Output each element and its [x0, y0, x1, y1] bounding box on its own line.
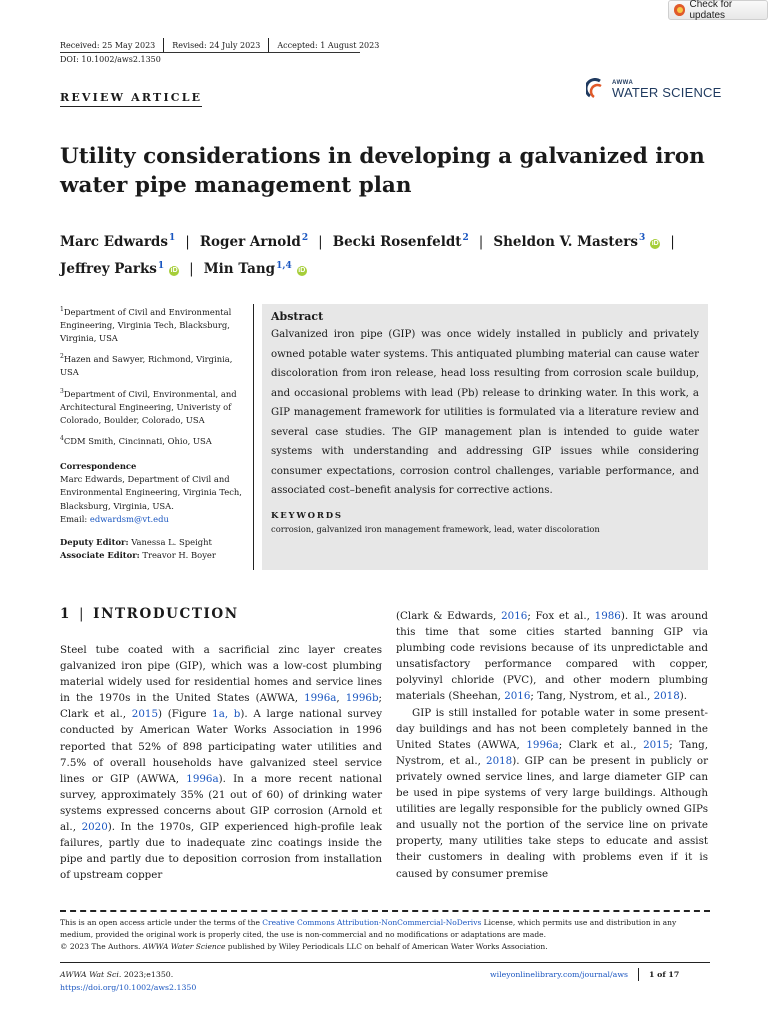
article-type: REVIEW ARTICLE	[60, 91, 202, 107]
check-for-updates-label: Check for updates	[689, 0, 733, 21]
license-link[interactable]: Creative Commons Attribution-NonCommercial-NoDerivs	[262, 918, 482, 927]
correspondence-text: Marc Edwards, Department of Civil and Environmental Engineering, Virginia Tech, Blacksburg, Virginia, USA. Email: edwardsm@vt.edu	[60, 474, 242, 524]
doi: DOI: 10.1002/aws2.1350	[60, 55, 161, 64]
citation-link[interactable]: 2018	[653, 690, 680, 703]
footer-citation: AWWA Wat Sci. 2023;e1350. https://doi.org/10.1002/aws2.1350	[60, 970, 197, 992]
logo-big-text: WATER SCIENCE	[612, 84, 722, 100]
citation-link[interactable]: 2016	[504, 690, 531, 703]
footer-right	[490, 968, 679, 981]
water-drop-logo-icon	[586, 78, 608, 100]
divider	[638, 968, 639, 981]
orcid-icon[interactable]: iD	[651, 239, 659, 247]
editors: Deputy Editor: Vanessa L. Speight Associate Editor: Treavor H. Boyer	[60, 537, 216, 561]
citation-link[interactable]: 1a, b	[212, 708, 241, 721]
author-name[interactable]: Jeffrey Parks$^1$	[60, 260, 165, 277]
citation-link[interactable]: 1996a	[526, 738, 559, 751]
paragraph: Steel tube coated with a sacrificial zinc layer creates galvanized iron pipe (GIP), which was a low-cost plumbing material widely used for residential homes and service lines in the 1970s in the United States (AWWA, 1996a, 1996b; Clark et al., 2015) (Figure 1a, b). A large national survey conducted by American Water Works Association in 1996 reported that 52% of 898 participating water utilities and 7.5% of overall households have galvanized steel service lines or GIP (AWWA, 1996a). In a more recent national survey, approximately 35% (21 out of 60) of drinking water systems expressed concerns about GIP corrosion (Arnold et al., 2020). In the 1970s, GIP experienced high-profile leak failures, partly due to inadequate zinc coatings inside the pipe and partly due to deposition corrosion from installation of upstream copper	[60, 644, 383, 882]
citation-link[interactable]: 2015	[643, 738, 670, 751]
abstract-box	[262, 304, 708, 570]
keywords: corrosion, galvanized iron management framework, lead, water discoloration	[271, 523, 600, 534]
author-list: Marc Edwards$^1$ | Roger Arnold$^2$ | Becki Rosenfeldt$^2$ | Sheldon V. Masters$^3$ iD | Jeffrey Parks$^1$ iD | Min Tang$^{1,4}$ iD	[60, 233, 675, 277]
license-divider	[60, 910, 710, 912]
citation-link[interactable]: 1996b	[345, 692, 379, 705]
accepted-date: Accepted: 1 August 2023	[277, 40, 380, 50]
citation-link[interactable]: 2016	[501, 610, 528, 622]
divider	[163, 38, 164, 52]
citation-link[interactable]: 1996a	[186, 772, 219, 785]
journal-logo	[586, 78, 722, 100]
citation-link[interactable]: 2018	[486, 754, 513, 767]
orcid-icon[interactable]: iD	[298, 267, 306, 274]
section-heading: 1 | INTRODUCTION	[60, 606, 239, 622]
crossmark-icon	[674, 4, 685, 16]
footer-rule	[60, 962, 710, 963]
orcid-icon[interactable]: iD	[170, 267, 178, 274]
affiliations-panel	[60, 303, 248, 562]
divider	[268, 38, 269, 52]
page-number: 1 of 17	[649, 970, 680, 979]
received-date: Received: 25 May 2023	[60, 40, 156, 50]
citation-link[interactable]: 2020	[81, 821, 108, 834]
author-name[interactable]: Roger Arnold$^2$	[199, 233, 309, 250]
body-column-left	[60, 642, 382, 883]
check-for-updates-button[interactable]	[668, 0, 768, 20]
license-notice: This is an open access article under the terms of the Creative Commons Attribution-NonCommercial-NoDerivs License, which permits use and distribution in any medium, provided the original work is properly cited, the use is non-commercial and no modifications or adaptations are made. © 2023 The Authors. AWWA Water Science published by Wiley Periodicals LLC on behalf of American Water Works Association.	[60, 918, 677, 951]
citation-link[interactable]: 1986	[594, 610, 621, 622]
citation-link[interactable]: 2015	[131, 708, 159, 721]
author-name[interactable]: Marc Edwards$^1$	[60, 233, 176, 250]
affiliation: $^3$Department of Civil, Environmental, and Architectural Engineering, Univeristy of Colorado, Boulder, Colorado, USA	[60, 387, 237, 425]
author-name[interactable]: Sheldon V. Masters$^3$	[493, 233, 646, 250]
journal-site-link[interactable]: wileyonlinelibrary.com/journal/aws	[490, 970, 629, 979]
abstract-heading: Abstract	[271, 310, 324, 323]
divider	[253, 304, 254, 570]
article-title: Utility considerations in developing a galvanized iron water pipe management plan	[60, 144, 705, 198]
affiliation: $^2$Hazen and Sawyer, Richmond, Virginia, USA	[60, 353, 233, 378]
affiliation: $^4$CDM Smith, Cincinnati, Ohio, USA	[60, 435, 212, 446]
correspondence-heading: Correspondence	[60, 461, 137, 472]
keywords-heading: KEYWORDS	[271, 510, 343, 521]
doi-link[interactable]: https://doi.org/10.1002/aws2.1350	[60, 983, 197, 992]
article-dates	[60, 38, 379, 52]
affiliation: $^1$Department of Civil and Environmental Engineering, Virginia Tech, Blacksburg, Virginia, USA	[60, 306, 232, 344]
abstract-text: Galvanized iron pipe (GIP) was once widely installed in publicly and privately owned potable water systems. This antiquated plumbing material can cause water discoloration from iron release, head loss resulting from corrosion scale buildup, and occasional problems with lead (Pb) release to drinking water. In this work, a GIP management framework for utilities is formulated via a literature review and several case studies. The GIP management plan is intended to guide water systems with understanding and addressing GIP issues while considering consumer expectations, corrosion control challenges, variable performance, and associated cost–benefit analysis for corrective actions.	[271, 329, 699, 496]
paragraph: (Clark & Edwards, 2016; Fox et al., 1986). It was around this time that some cities started banning GIP via plumbing code revisions because of its unpredictable and unsatisfactory performance compared with copper, polyvinyl chloride (PVC), and other modern plumbing materials (Sheehan, 2016; Tang, Nystrom, et al., 2018).	[396, 610, 709, 703]
author-name[interactable]: Min Tang$^{1,4}$	[203, 260, 292, 277]
author-name[interactable]: Becki Rosenfeldt$^2$	[332, 233, 469, 250]
email-link[interactable]: edwardsm@vt.edu	[89, 513, 169, 524]
body-column-right	[396, 608, 708, 882]
header-rule	[60, 52, 360, 53]
logo-small-text: AWWA	[612, 79, 634, 86]
revised-date: Revised: 24 July 2023	[172, 40, 261, 50]
paragraph: GIP is still installed for potable water in some present-day buildings and has not been completely banned in the United States (AWWA, 1996a; Clark et al., 2015; Tang, Nystrom, et al., 2018). GIP can be present in publicly or privately owned service lines, and large diameter GIP can be used in pipe systems of very large buildings. Although utilities are legally responsible for the publicly owned GIPs and usually not the portion of the service line on private property, many utilities take steps to educate and assist their customers in dealing with problems even if it is caused by consumer premise	[396, 706, 709, 880]
citation-link[interactable]: 1996a	[304, 692, 337, 705]
